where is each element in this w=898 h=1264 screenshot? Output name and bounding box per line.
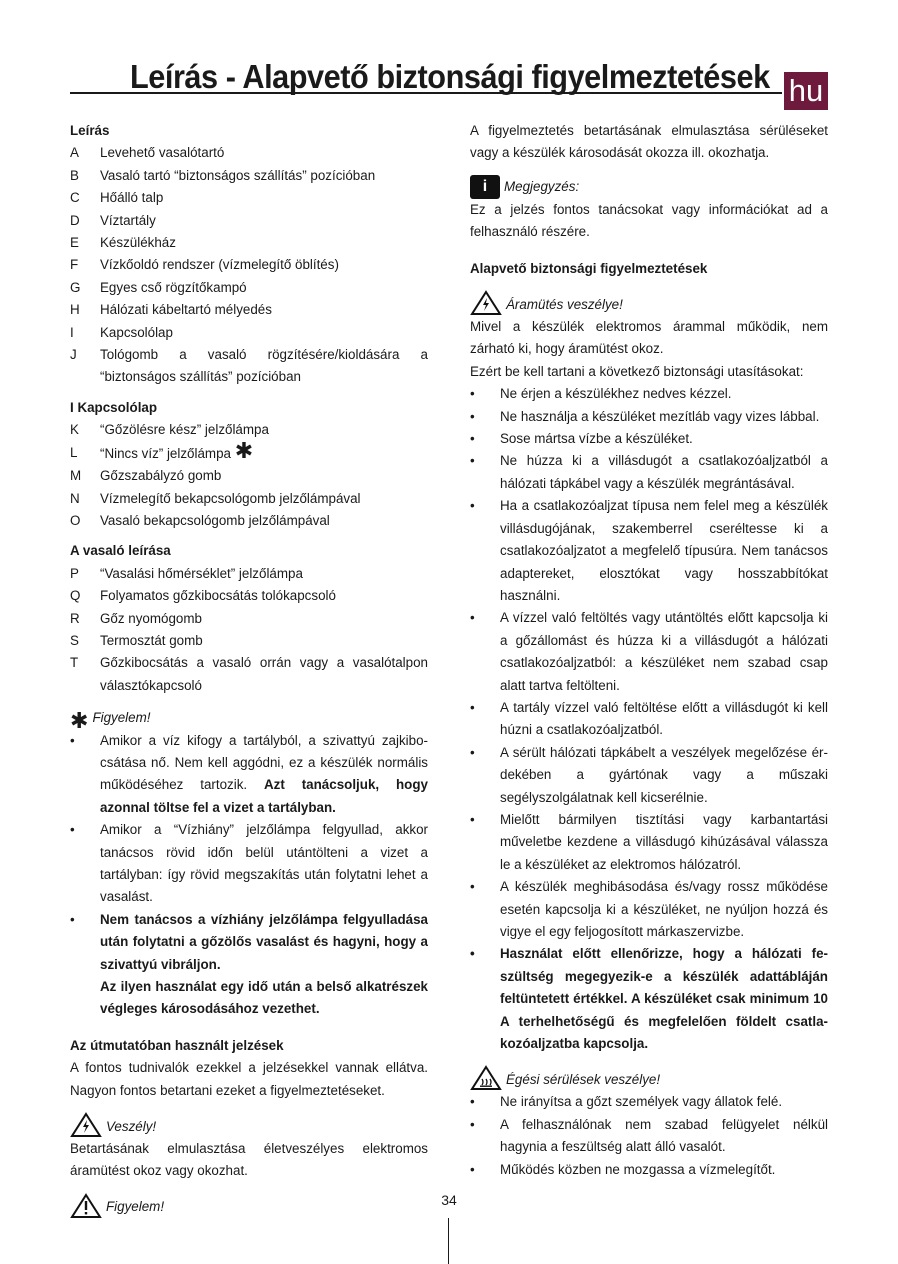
asterisk-icon: ✱ bbox=[234, 437, 254, 463]
asterisk-icon: ✱ bbox=[70, 707, 89, 733]
shock-line bbox=[470, 290, 828, 316]
attention-label: Figyelem! bbox=[92, 710, 151, 726]
list-item: E Készülékház bbox=[70, 235, 176, 251]
list-item: • Ha a csatlakozóaljzat típusa nem felel meg a készülék villásdugójának, szakemberrel cseréltesse ki a csatlakozóaljzatot a megfelelő típusúra. Nem tanácsos adaptereket, elosztókat vagy hosszabbítókat használni. bbox=[470, 495, 828, 607]
description-heading: Leírás bbox=[70, 123, 110, 138]
list-item: A Levehető vasalótartó bbox=[70, 145, 225, 161]
shock-list bbox=[470, 383, 828, 1055]
list-item: L “Nincs víz” jelzőlámpa ✱ bbox=[70, 437, 254, 463]
list-item: S Termosztát gomb bbox=[70, 632, 203, 648]
caution-text: A figyelmeztetés betartásának elmulasztása sérüléseket vagy a készülék károsodását okozza ill. okozhatja. bbox=[470, 123, 828, 161]
list-item: • Ne érjen a készülékhez nedves kézzel. bbox=[470, 383, 828, 405]
list-item: • Használat előtt ellenőrizze, hogy a hálózati feszültség megegyezik-e a készülék adattábláján feltüntetett értékkel. A készüléket csak minimum 10 A terhelhetőségű és megfelelően földelt csatlakozóaljzatba kapcsolja. bbox=[470, 943, 828, 1055]
danger-label: Veszély! bbox=[106, 1118, 157, 1134]
symbols-text: A fontos tudnivalók ezekkel a jelzésekkel vannak ellátva. Nagyon fontos betartani ezeket a figyelmeztetéseket. bbox=[70, 1060, 428, 1098]
left-column bbox=[70, 120, 428, 1219]
list-item: • A felhasználónak nem szabad felügyelet nélkül hagynia a feszültség alatt álló vasalót. bbox=[470, 1114, 828, 1159]
list-item: • Működés közben ne mozgassa a vízmelegítőt. bbox=[470, 1159, 828, 1181]
list-item: G Egyes cső rögzítőkampó bbox=[70, 279, 247, 295]
note-text: Ez a jelzés fontos tanácsokat vagy információkat ad a felhasználó részére. bbox=[470, 201, 828, 240]
right-column bbox=[470, 120, 828, 1181]
shock-label: Áramütés veszélye! bbox=[506, 296, 623, 312]
list-item: • A vízzel való feltöltés vagy utántöltés előtt kapcsolja ki a gőzállomást és húzza ki a villásdugót a hálózati csatlakozóaljzatból: a készüléket nem szabad csap alatt tartva feltölteni. bbox=[470, 607, 828, 697]
symbols-heading: Az útmutatóban használt jelzések bbox=[70, 1037, 284, 1053]
burn-label: Égési sérülések veszélye! bbox=[506, 1072, 661, 1088]
note-line bbox=[470, 175, 828, 199]
list-item: Q Folyamatos gőzkibocsátás tolókapcsoló bbox=[70, 588, 336, 604]
list-item: D Víztartály bbox=[70, 212, 156, 228]
electric-warning-icon bbox=[70, 1112, 102, 1138]
list-item: • Sose mártsa vízbe a készüléket. bbox=[470, 428, 828, 450]
list-item: • A tartály vízzel való feltöltése előtt a villásdugót ki kell húzni a csatlakozóaljzatból. bbox=[470, 697, 828, 742]
panel-list bbox=[70, 419, 428, 532]
list-item: C Hőálló talp bbox=[70, 190, 164, 206]
list-item: • Ne húzza ki a villásdugót a csatlakozóaljzatból a hálózati tápkábel vagy a készülék megrántásával. bbox=[470, 450, 828, 495]
burn-list bbox=[470, 1091, 828, 1181]
info-icon: i bbox=[470, 175, 500, 199]
hot-surface-icon bbox=[470, 1065, 502, 1091]
language-badge: hu bbox=[784, 72, 828, 110]
iron-heading: A vasaló leírása bbox=[70, 543, 171, 559]
note-label: Megjegyzés: bbox=[504, 179, 580, 195]
list-item: • A sérült hálózati tápkábelt a veszélyek megelőzése érdekében a gyártónak vagy a műszaki segélyszolgálatnak kell kicserélnie. bbox=[470, 742, 828, 809]
safety-heading: Alapvető biztonsági figyelmeztetések bbox=[470, 260, 708, 276]
list-item: • Mielőtt bármilyen tisztítási vagy karbantartási műveletbe kezdene a villásdugó kihúzásával válassza le a készüléket az elektromos hálózatról. bbox=[470, 809, 828, 876]
list-item: T Gőzkibocsátás a vasaló orrán vagy a vasalótalpon választókapcsoló bbox=[70, 655, 428, 693]
list-item: J Tológomb a vasaló rögzítésére/kioldására a “biztonságos szállítás” pozícióban bbox=[70, 347, 428, 385]
list-item: H Hálózati kábeltartó mélyedés bbox=[70, 302, 272, 318]
page-divider bbox=[448, 1218, 449, 1264]
burn-line bbox=[470, 1065, 828, 1091]
list-item: • Ne használja a készüléket mezítláb vagy vizes lábbal. bbox=[470, 406, 828, 428]
list-item: • A készülék meghibásodása és/vagy rossz működése esetén kapcsolja ki a készüléket, ne nyúljon hozzá és vigye el egy feljogosított márkaszervizbe. bbox=[470, 876, 828, 943]
list-item: F Vízkőoldó rendszer (vízmelegítő öblítés) bbox=[70, 257, 339, 273]
iron-list bbox=[70, 563, 428, 697]
caution-label: Figyelem! bbox=[106, 1199, 165, 1215]
danger-line bbox=[70, 1112, 428, 1138]
attention-line bbox=[70, 707, 428, 733]
list-item: I Kapcsolólap bbox=[70, 324, 173, 340]
list-item: R Gőz nyomógomb bbox=[70, 610, 202, 626]
page-title: Leírás - Alapvető biztonsági figyelmeztetések bbox=[130, 58, 770, 95]
list-item: • Ne irányítsa a gőzt személyek vagy állatok felé. bbox=[470, 1091, 828, 1113]
shock-text-1: Mivel a készülék elektromos árammal működik, nem zárható ki, hogy áramütést okoz. bbox=[470, 319, 828, 357]
list-item: • Nem tanácsos a vízhiány jelzőlámpa felgyulladása után folytatni a gőzölős vasalást és hagyni, hogy a szivattyú vibráljon. Az ilyen használat egy idő után a belső alkatrészek végleges károsodásához vezethet. bbox=[70, 909, 428, 1021]
list-item: • Amikor a “Vízhiány” jelzőlámpa felgyullad, akkor tanácsos rövid időn belül utántölteni a vizet a tartályban: így rövid megszakítás után folytatni lehet a vasalást. bbox=[70, 819, 428, 909]
list-item: O Vasaló bekapcsológomb jelzőlámpával bbox=[70, 512, 330, 528]
list-item: N Vízmelegítő bekapcsológomb jelzőlámpával bbox=[70, 490, 361, 506]
danger-text: Betartásának elmulasztása életveszélyes elektromos áramütést okoz vagy okozhat. bbox=[70, 1141, 428, 1179]
list-item: P “Vasalási hőmérséklet” jelzőlámpa bbox=[70, 565, 303, 581]
shock-text-2: Ezért be kell tartani a következő biztonsági utasításokat: bbox=[470, 363, 804, 379]
list-item: K “Gőzölésre kész” jelzőlámpa bbox=[70, 422, 269, 438]
list-item: M Gőzszabályzó gomb bbox=[70, 468, 222, 484]
list-item: • Amikor a víz kifogy a tartályból, a szivattyú zajkibocsátása nő. Nem kell aggódni, ez a készülék normális működéséhez tartozik. Azt tanácsoljuk, hogy azonnal töltse fel a vizet a tartályban. bbox=[70, 730, 428, 820]
attention-list bbox=[70, 730, 428, 1021]
list-item: B Vasaló tartó “biztonságos szállítás” pozícióban bbox=[70, 167, 376, 183]
page-number: 34 bbox=[441, 1192, 457, 1208]
description-list bbox=[70, 142, 428, 388]
panel-heading: I Kapcsolólap bbox=[70, 399, 158, 415]
electric-warning-icon bbox=[470, 290, 502, 316]
